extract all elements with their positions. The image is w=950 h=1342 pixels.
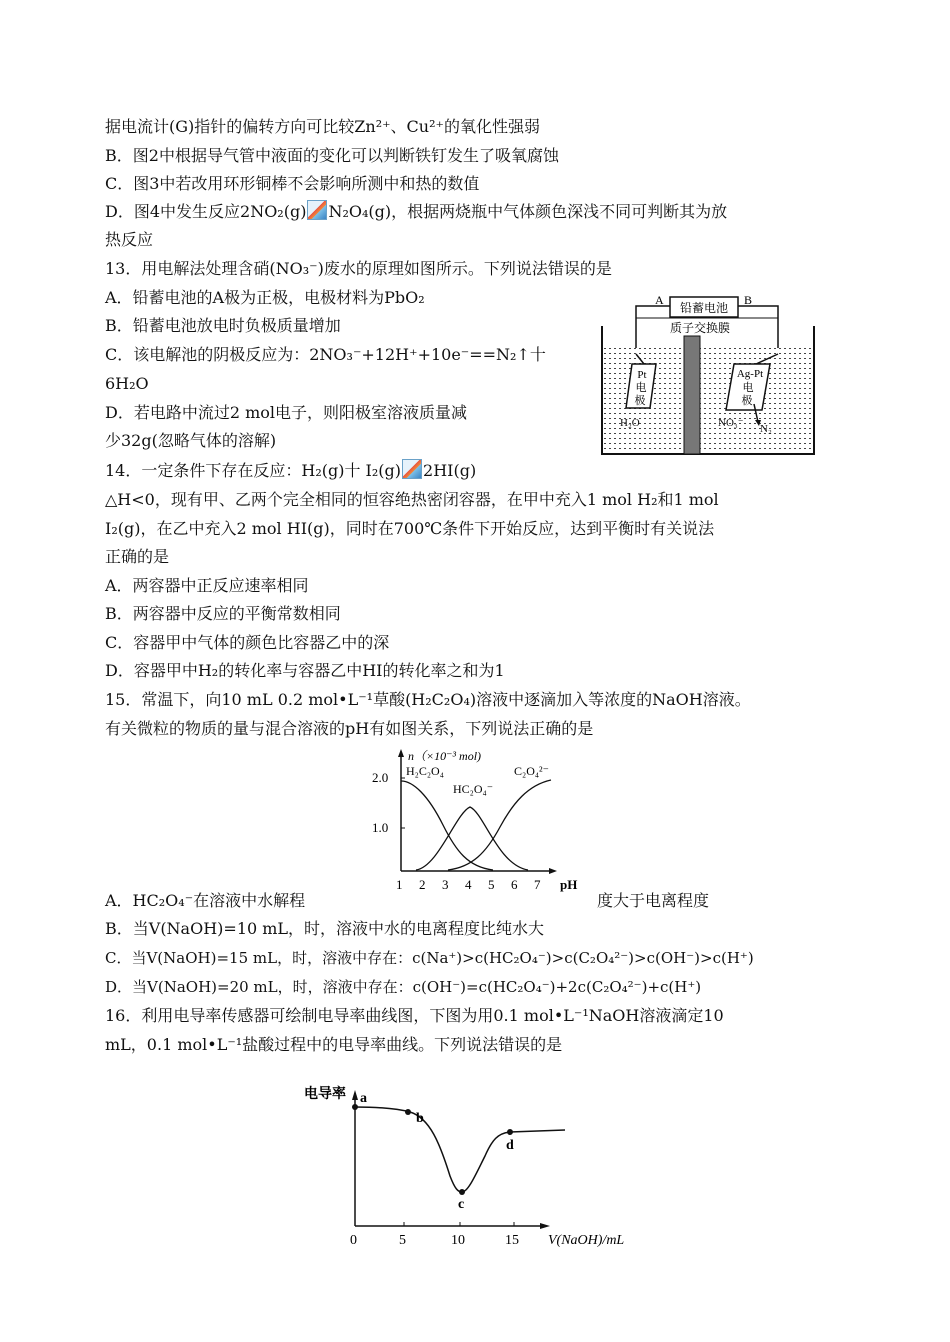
water-label: H₂O bbox=[620, 417, 640, 429]
x-axis-label: V(NaOH)/mL bbox=[548, 1233, 625, 1248]
conductivity-chart bbox=[300, 1076, 660, 1252]
pole-a-label: A bbox=[655, 293, 664, 307]
q14-option-d: D．容器甲中H₂的转化率与容器乙中HI的转化率之和为1 bbox=[105, 661, 505, 680]
x-tick: 1 bbox=[396, 877, 403, 892]
question-13: 13．用电解法处理含硝(NO₃⁻)废水的原理如图所示。下列说法错误的是 bbox=[105, 259, 612, 278]
q15-option-c: C．当V(NaOH)=15 mL，时，溶液中存在：c(Na⁺)>c(HC₂O₄⁻)>c(C₂O₄²⁻)>c(OH⁻)>c(H⁺) bbox=[105, 949, 754, 967]
x-tick: 3 bbox=[442, 877, 449, 892]
x-tick: 0 bbox=[350, 1233, 357, 1248]
y-axis-label: n（×10⁻³ mol) bbox=[408, 749, 482, 763]
right-electrode-label: 电 bbox=[742, 382, 754, 394]
point-d bbox=[507, 1129, 513, 1135]
pole-b-label: B bbox=[744, 293, 753, 307]
point-b bbox=[405, 1109, 411, 1115]
label-c: c bbox=[458, 1197, 465, 1212]
option-d-part2: N₂O₄(g)，根据两烧瓶中气体颜色深浅不同可判断其为放 bbox=[328, 202, 728, 221]
q14-part2: 2HI(g) bbox=[423, 461, 477, 480]
y-tick: 1.0 bbox=[372, 820, 389, 835]
q15-option-a: A．HC₂O₄⁻在溶液中水解程 bbox=[105, 891, 306, 910]
q15-option-a-cont: 度大于电离程度 bbox=[597, 891, 710, 910]
question-15: 15．常温下，向10 mL 0.2 mol•L⁻¹草酸(H₂C₂O₄)溶液中逐滴加入等浓度的NaOH溶液。 bbox=[105, 690, 751, 709]
q13-option-b: B．铅蓄电池放电时负极质量增加 bbox=[105, 316, 341, 335]
text-line: mL，0.1 mol•L⁻¹盐酸过程中的电导率曲线。下列说法错误的是 bbox=[105, 1035, 563, 1054]
membrane-label: 质子交换膜 bbox=[669, 321, 731, 335]
text-line: 正确的是 bbox=[105, 547, 170, 566]
left-electrode-label: Pt bbox=[637, 369, 647, 381]
x-tick: 5 bbox=[488, 877, 495, 892]
text-line: 据电流计(G)指针的偏转方向可比较Zn²⁺、Cu²⁺的氧化性强弱 bbox=[105, 117, 540, 136]
x-tick: 6 bbox=[511, 877, 518, 892]
curve-hc2o4 bbox=[416, 807, 528, 870]
x-tick: 2 bbox=[419, 877, 426, 892]
nitrate-label: NO₃⁻ bbox=[718, 417, 744, 429]
equilibrium-arrow-icon bbox=[402, 459, 422, 479]
question-14 bbox=[105, 459, 476, 481]
x-tick: 15 bbox=[505, 1233, 519, 1248]
point-c bbox=[459, 1189, 465, 1195]
q14-part1: 14．一定条件下存在反应：H₂(g)十 I₂(g) bbox=[105, 461, 402, 480]
equilibrium-arrow-icon bbox=[307, 200, 327, 220]
text-line: △H<0，现有甲、乙两个完全相同的恒容绝热密闭容器，在甲中充入1 mol H₂和1 mol bbox=[105, 490, 719, 509]
q15-option-d: D．当V(NaOH)=20 mL，时，溶液中存在：c(OH⁻)=c(HC₂O₄⁻)+2c(C₂O₄²⁻)+c(H⁺) bbox=[105, 978, 702, 996]
text-line: I₂(g)，在乙中充入2 mol HI(g)，同时在700℃条件下开始反应，达到平衡时有关说法 bbox=[105, 519, 715, 538]
option-c: C．图3中若改用环形铜棒不会影响所测中和热的数值 bbox=[105, 174, 480, 193]
distribution-chart bbox=[368, 745, 588, 895]
q14-option-c: C．容器甲中气体的颜色比容器乙中的深 bbox=[105, 633, 390, 652]
nitrogen-label: N₂ bbox=[760, 423, 772, 435]
q13-option-c: C．该电解池的阴极反应为：2NO₃⁻+12H⁺+10e⁻==N₂↑十 bbox=[105, 345, 546, 364]
x-tick: 5 bbox=[399, 1233, 406, 1248]
right-electrode-label: 极 bbox=[741, 395, 753, 407]
q13-option-a: A．铅蓄电池的A极为正极，电极材料为PbO₂ bbox=[105, 288, 425, 307]
proton-membrane bbox=[684, 336, 700, 454]
label-a: a bbox=[360, 1091, 367, 1106]
y-axis-label: 电导率 bbox=[304, 1087, 346, 1102]
text-line: 有关微粒的物质的量与混合溶液的pH有如图关系，下列说法正确的是 bbox=[105, 719, 594, 738]
point-a bbox=[352, 1104, 358, 1110]
x-axis-label: pH bbox=[560, 877, 578, 892]
right-electrode-label: Ag-Pt bbox=[736, 368, 764, 380]
q14-option-b: B．两容器中反应的平衡常数相同 bbox=[105, 604, 341, 623]
question-16: 16．利用电导率传感器可绘制电导率曲线图，下图为用0.1 mol•L⁻¹NaOH溶液滴定10 bbox=[105, 1006, 724, 1025]
text-line: 热反应 bbox=[105, 230, 154, 249]
left-electrode-label: 电 bbox=[635, 382, 647, 394]
label-b: b bbox=[416, 1111, 424, 1126]
series-label-c2o4: C₂O₄²⁻ bbox=[514, 764, 549, 778]
x-tick: 7 bbox=[534, 877, 541, 892]
left-electrode-label: 极 bbox=[634, 395, 646, 407]
q13-option-d-cont: 少32g(忽略气体的溶解) bbox=[105, 431, 277, 450]
battery-label: 铅蓄电池 bbox=[679, 301, 729, 315]
x-tick: 4 bbox=[465, 877, 472, 892]
conductivity-curve bbox=[355, 1107, 565, 1192]
option-d-part1: D．图4中发生反应2NO₂(g) bbox=[105, 202, 307, 221]
series-label-h2c2o4: H₂C₂O₄ bbox=[406, 764, 444, 778]
q13-option-c-cont: 6H₂O bbox=[105, 374, 149, 393]
q14-option-a: A．两容器中正反应速率相同 bbox=[105, 576, 309, 595]
option-b: B．图2中根据导气管中液面的变化可以判断铁钉发生了吸氧腐蚀 bbox=[105, 146, 559, 165]
q13-option-d: D．若电路中流过2 mol电子，则阳极室溶液质量减 bbox=[105, 403, 468, 422]
x-tick: 10 bbox=[451, 1233, 465, 1248]
series-label-hc2o4: HC₂O₄⁻ bbox=[453, 782, 494, 796]
option-d bbox=[105, 200, 727, 222]
q15-option-b: B．当V(NaOH)=10 mL，时，溶液中水的电离程度比纯水大 bbox=[105, 919, 545, 938]
y-tick: 2.0 bbox=[372, 770, 389, 785]
label-d: d bbox=[506, 1138, 514, 1153]
electrolysis-diagram bbox=[598, 292, 818, 460]
